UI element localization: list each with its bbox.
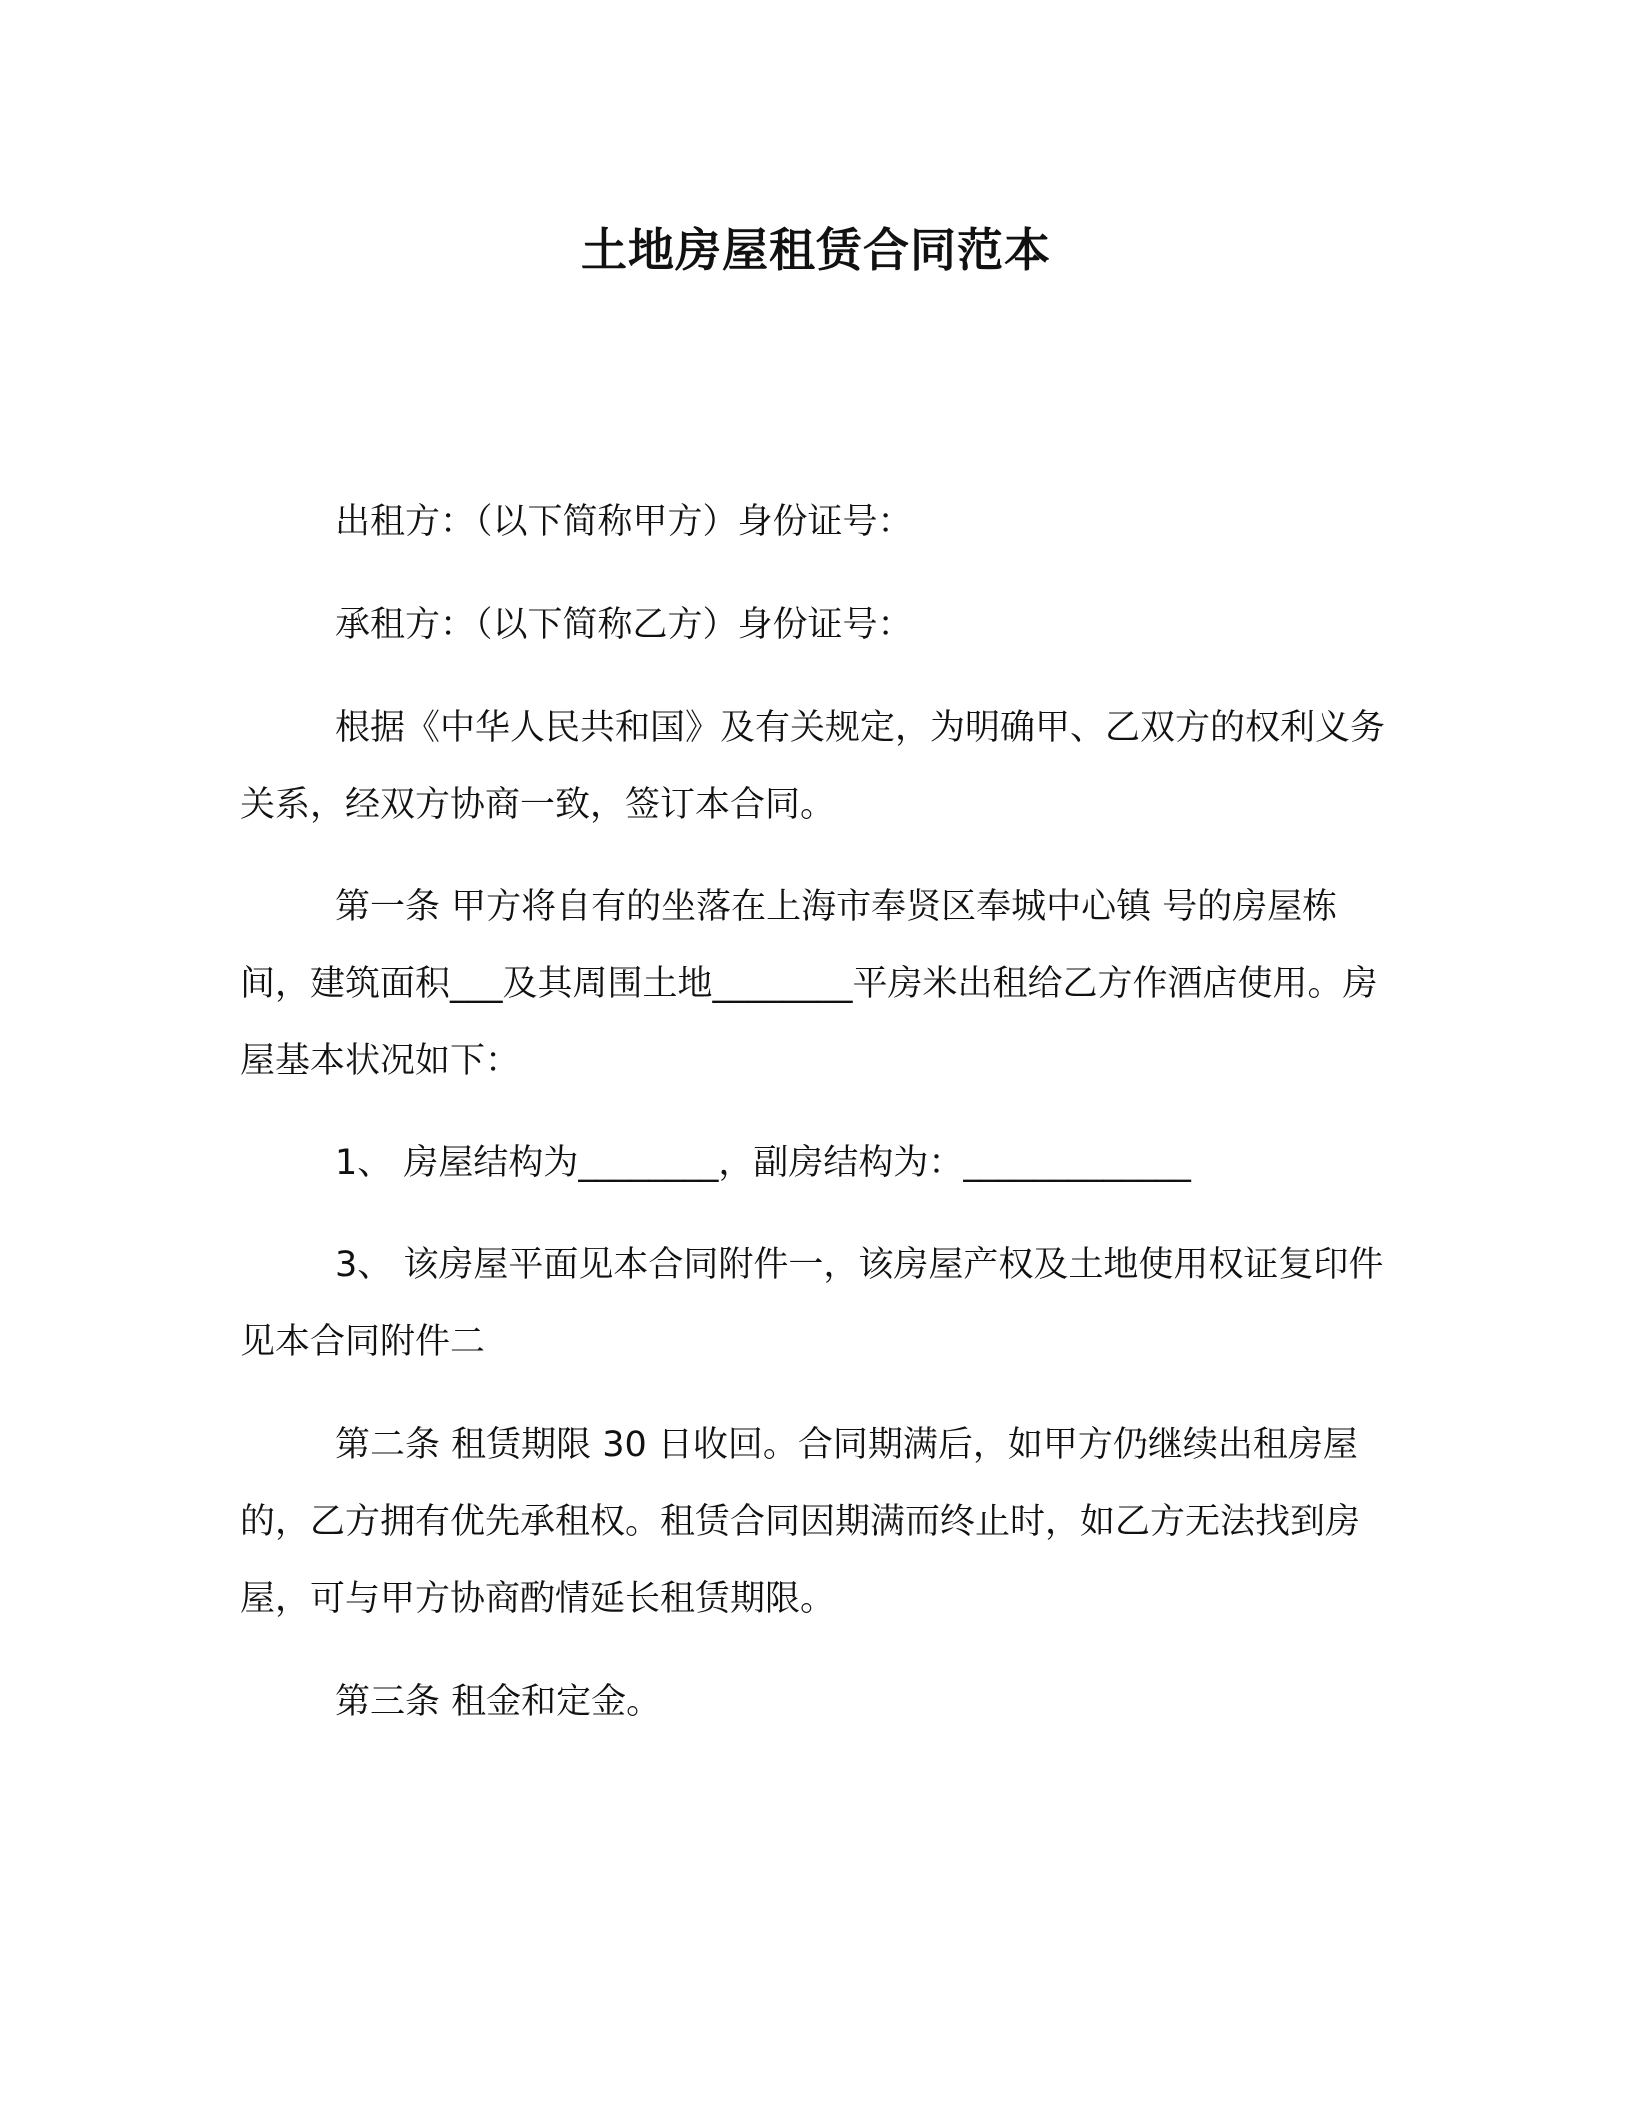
item-3-paragraph: 3、 该房屋平面见本合同附件一，该房屋产权及土地使用权证复印件见本合同附件二 (240, 1245, 1384, 1362)
article-3-paragraph: 第三条 租金和定金。 (335, 1682, 662, 1722)
lessee-line: 承租方：（以下简称乙方）身份证号： (335, 605, 913, 645)
article-1-paragraph: 第一条 甲方将自有的坐落在上海市奉贤区奉城中心镇 号的房屋栋 间，建筑面积___及其周围土地________平房米出租给乙方作酒店使用。房屋基本状况如下： (240, 887, 1378, 1081)
lessor-line: 出租方：（以下简称甲方）身份证号： (335, 502, 913, 542)
item-1-paragraph: 1、 房屋结构为________，副房结构为：_____________ (335, 1143, 1191, 1183)
preamble-paragraph: 根据《中华人民共和国》及有关规定，为明确甲、乙双方的权利义务关系，经双方协商一致，签订本合同。 (240, 708, 1386, 825)
article-2-paragraph: 第二条 租赁期限 30 日收回。合同期满后，如甲方仍继续出租房屋的，乙方拥有优先承租权。租赁合同因期满而终止时，如乙方无法找到房屋，可与甲方协商酌情延长租赁期限。 (240, 1425, 1361, 1619)
document-title: 土地房屋租赁合同范本 (581, 223, 1051, 277)
